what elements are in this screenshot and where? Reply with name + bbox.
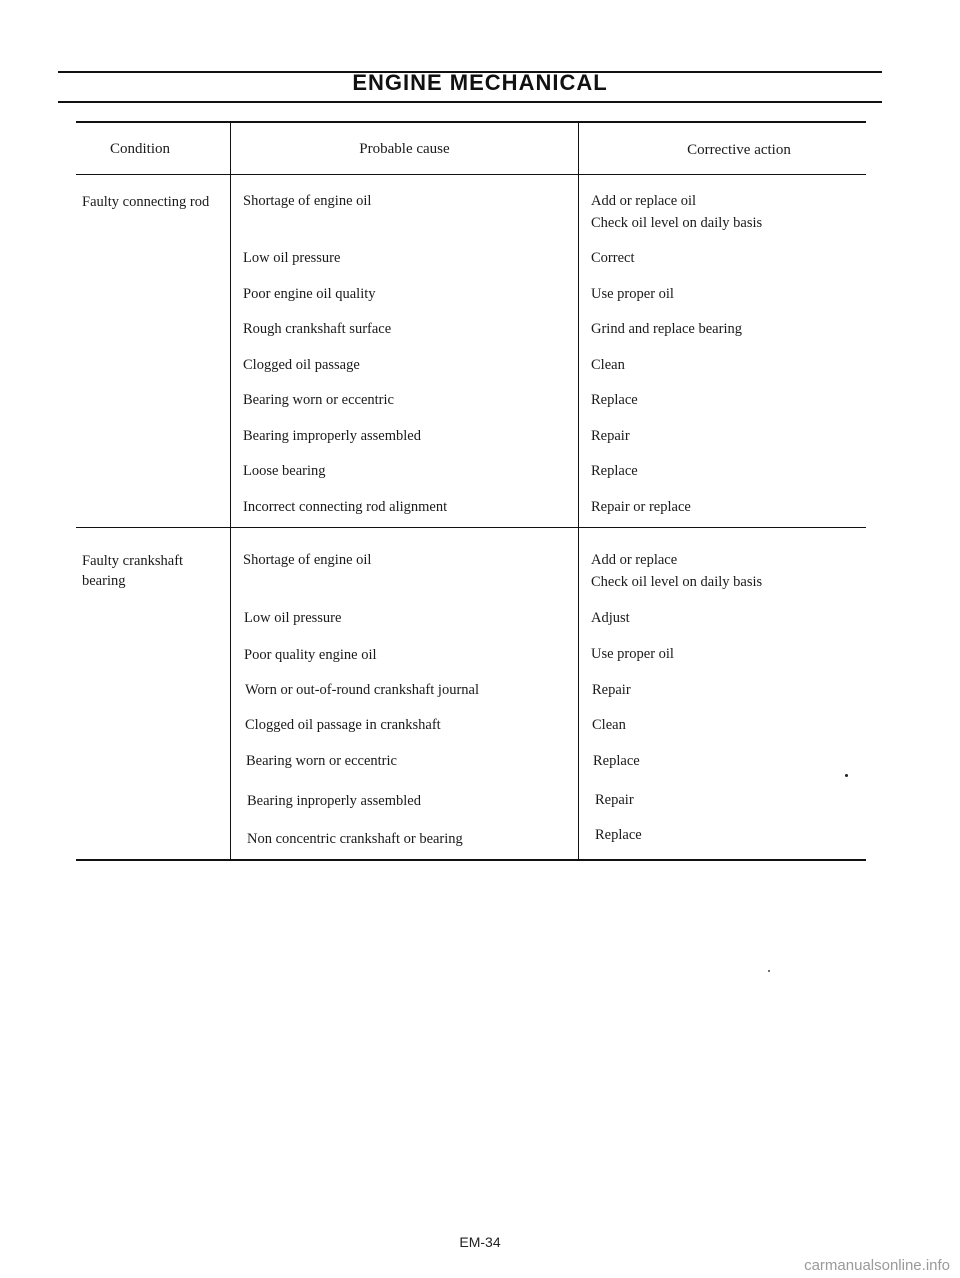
scan-speck xyxy=(845,774,848,777)
header-bottom-rule xyxy=(76,174,866,175)
action-cell: Replace xyxy=(591,392,638,408)
action-cell: Correct xyxy=(591,250,635,266)
cause-cell: Non concentric crankshaft or bearing xyxy=(247,831,463,847)
cause-cell: Clogged oil passage xyxy=(243,357,360,373)
column-divider-2 xyxy=(578,121,579,861)
condition-cell: Faulty crankshaft bearing xyxy=(82,553,184,589)
action-cell: Add or replace xyxy=(591,552,678,568)
cause-cell: Rough crankshaft surface xyxy=(243,321,392,337)
condition-cell: Faulty connecting rod xyxy=(82,194,210,210)
cause-cell: Clogged oil passage in crankshaft xyxy=(245,717,441,733)
action-cell: Use proper oil xyxy=(591,286,674,302)
cause-cell: Poor engine oil quality xyxy=(243,286,376,302)
cause-cell: Worn or out-of-round crankshaft journal xyxy=(245,682,479,698)
cause-cell: Loose bearing xyxy=(243,463,326,479)
action-cell: Repair xyxy=(591,428,630,444)
cause-cell: Shortage of engine oil xyxy=(243,552,372,568)
page-number: EM-34 xyxy=(459,1234,501,1250)
action-cell: Replace xyxy=(595,827,642,843)
column-divider-1 xyxy=(230,121,231,861)
action-cell: Repair xyxy=(592,682,631,698)
column-header-condition: Condition xyxy=(109,141,170,157)
action-cell: Use proper oil xyxy=(591,646,674,662)
action-cell: Clean xyxy=(591,357,625,373)
cause-cell: Bearing improperly assembled xyxy=(243,428,421,444)
table-bottom-rule xyxy=(76,859,866,861)
action-cell: Clean xyxy=(592,717,626,733)
action-cell: Grind and replace bearing xyxy=(591,321,742,337)
section-divider-rule xyxy=(76,527,866,528)
cause-cell: Bearing worn or eccentric xyxy=(243,392,394,408)
cause-cell: Poor quality engine oil xyxy=(244,647,377,663)
page-title: ENGINE MECHANICAL xyxy=(352,70,608,95)
action-cell: Replace xyxy=(591,463,638,479)
action-cell: Repair or replace xyxy=(591,499,691,515)
action-cell-line2: Check oil level on daily basis xyxy=(591,574,763,590)
action-cell: Repair xyxy=(595,792,634,808)
table-top-rule xyxy=(76,121,866,123)
cause-cell: Low oil pressure xyxy=(243,250,341,266)
cause-cell: Low oil pressure xyxy=(244,610,342,626)
cause-cell: Incorrect connecting rod alignment xyxy=(243,499,448,515)
action-cell: Adjust xyxy=(591,610,630,626)
scan-speck xyxy=(768,970,770,972)
column-header-probable-cause: Probable cause xyxy=(359,141,450,157)
action-cell: Replace xyxy=(593,753,640,769)
column-header-corrective-action: Corrective action xyxy=(687,142,791,158)
cause-cell: Shortage of engine oil xyxy=(243,193,372,209)
action-cell-line2: Check oil level on daily basis xyxy=(591,215,763,231)
watermark: carmanualsonline.info xyxy=(804,1257,950,1274)
action-cell: Add or replace oil xyxy=(591,193,697,209)
cause-cell: Bearing inproperly assembled xyxy=(247,793,421,809)
cause-cell: Bearing worn or eccentric xyxy=(246,753,397,769)
